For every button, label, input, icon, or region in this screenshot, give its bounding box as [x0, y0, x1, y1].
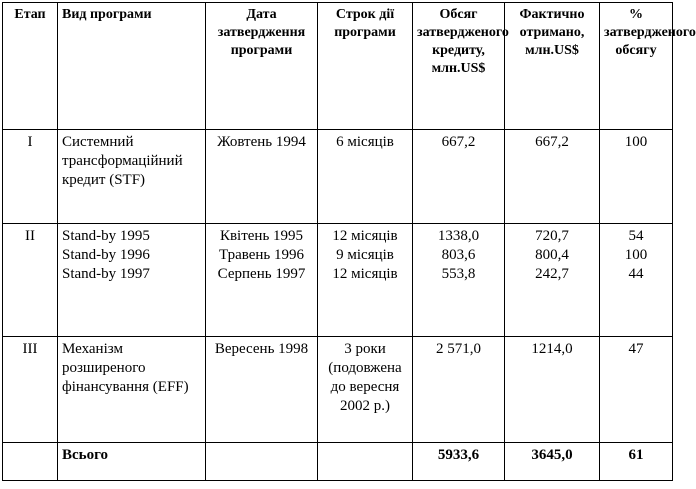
total-percent: 61 [600, 443, 673, 481]
stage-cell: I [3, 130, 58, 224]
percent-value: 44 [628, 266, 644, 282]
stage-cell: II [3, 224, 58, 337]
term-cell [318, 224, 413, 337]
approval-date: Травень 1996 [218, 247, 305, 263]
term-cell [318, 130, 413, 224]
received-amount: 1214,0 [531, 341, 573, 357]
approved-amount: 2 571,0 [436, 341, 481, 357]
approval-date: Вересень 1998 [214, 341, 309, 357]
received-amount: 667,2 [535, 134, 569, 150]
program-cell [58, 224, 206, 337]
program-term: 3 роки (подовжена до вересня 2002 р.) [328, 341, 402, 414]
total-received: 3645,0 [505, 443, 600, 481]
header-term: Строк дії програми [318, 3, 413, 130]
stage-cell: III [3, 337, 58, 443]
table-row [3, 224, 673, 337]
received-cell [505, 224, 600, 337]
percent-cell [600, 224, 673, 337]
program-name: Системний трансформаційний кредит (STF) [62, 134, 183, 188]
program-cell [58, 130, 206, 224]
header-stage: Етап [3, 3, 58, 130]
received-amount: 720,7 [535, 228, 569, 244]
total-approved: 5933,6 [413, 443, 505, 481]
approval-date: Квітень 1995 [219, 228, 304, 244]
imf-programs-table [2, 2, 696, 481]
approved-amount: 553,8 [441, 266, 476, 282]
header-percent: % затвердженого обсягу [600, 3, 673, 130]
received-cell [505, 130, 600, 224]
header-row [3, 3, 673, 130]
percent-value: 100 [624, 247, 648, 263]
program-name: Stand-by 1996 [62, 247, 150, 263]
approved-cell [413, 224, 505, 337]
term-cell [318, 337, 413, 443]
percent-cell [600, 130, 673, 224]
program-term: 9 місяців [336, 247, 394, 263]
table-row [3, 130, 673, 224]
received-amount: 242,7 [535, 266, 569, 282]
approved-cell [413, 130, 505, 224]
date-cell [206, 130, 318, 224]
received-cell [505, 337, 600, 443]
program-name: Механізм розширеного фінансування (EFF) [62, 341, 189, 395]
percent-cell [600, 337, 673, 443]
approved-amount: 1338,0 [437, 228, 480, 244]
program-name: Stand-by 1995 [62, 228, 150, 244]
approval-date: Жовтень 1994 [217, 134, 306, 150]
approved-cell [413, 337, 505, 443]
received-amount: 800,4 [535, 247, 569, 263]
program-term: 6 місяців [336, 134, 394, 150]
date-cell [206, 337, 318, 443]
program-name: Stand-by 1997 [62, 266, 150, 282]
header-received-amount: Фактично отримано, млн.US$ [505, 3, 600, 130]
approved-amount: 803,6 [441, 247, 476, 263]
header-approved-amount: Обсяг затвердженого кредиту, млн.US$ [413, 3, 505, 130]
percent-value: 54 [628, 228, 644, 244]
percent-value: 47 [628, 341, 644, 357]
program-term: 12 місяців [332, 266, 398, 282]
header-program-type: Вид програми [58, 3, 206, 130]
total-term-cell [318, 443, 413, 481]
program-term: 12 місяців [332, 228, 398, 244]
table-row [3, 337, 673, 443]
total-stage-cell [3, 443, 58, 481]
header-approval-date: Дата затвердження програми [206, 3, 318, 130]
total-label: Всього [58, 443, 206, 481]
total-row [3, 443, 673, 481]
approval-date: Серпень 1997 [217, 266, 306, 282]
date-cell [206, 224, 318, 337]
program-cell [58, 337, 206, 443]
percent-value: 100 [624, 134, 648, 150]
total-date-cell [206, 443, 318, 481]
approved-amount: 667,2 [441, 134, 476, 150]
